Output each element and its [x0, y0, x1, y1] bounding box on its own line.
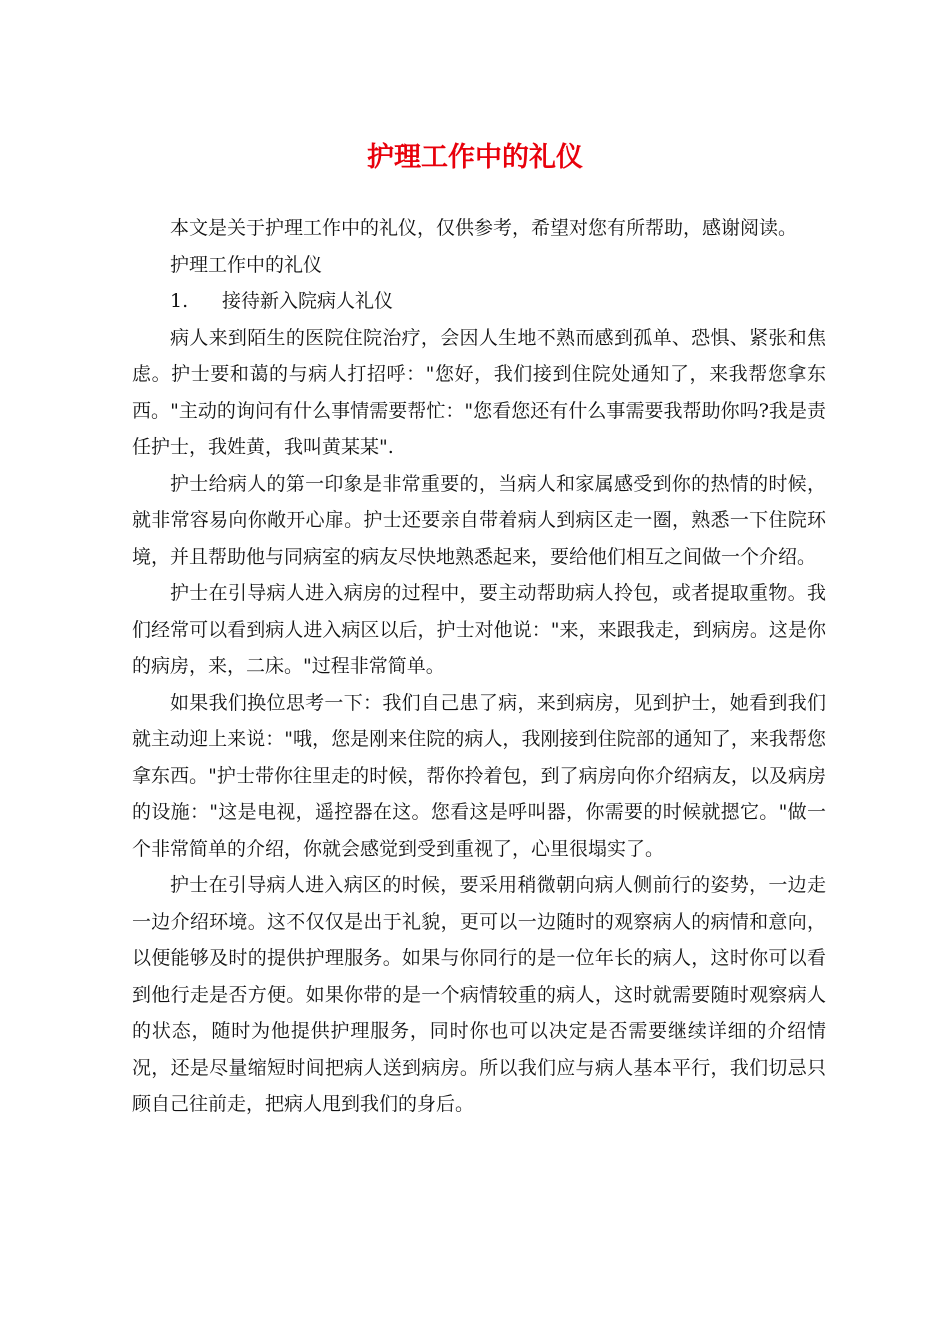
body-paragraph: 护士给病人的第一印象是非常重要的，当病人和家属感受到你的热情的时候，就非常容易向你敞开心扉。护士还要亲自带着病人到病区走一圈，熟悉一下住院环境，并且帮助他与同病室的病友尽快地熟悉起来，要给他们相互之间做一个介绍。 — [132, 472, 826, 568]
document-body — [132, 210, 826, 1123]
body-paragraph: 护士在引导病人进入病房的过程中，要主动帮助病人拎包，或者提取重物。我们经常可以看到病人进入病区以后，护士对他说："来，来跟我走，到病房。这是你的病房，来，二床。"过程非常简单。 — [132, 582, 826, 677]
body-paragraph: 护士在引导病人进入病区的时候，要采用稍微朝向病人侧前行的姿势，一边走一边介绍环境。这不仅仅是出于礼貌，更可以一边随时的观察病人的病情和意向，以便能够及时的提供护理服务。如果与你同行的是一位年长的病人，这时你可以看到他行走是否方便。如果你带的是一个病情较重的病人，这时就需要随时观察病人的状态，随时为他提供护理服务，同时你也可以决定是否需要继续详细的介绍情况，还是尽量缩短时间把病人送到病房。所以我们应与病人基本平行，我们切忌只顾自己往前走，把病人甩到我们的身后。 — [132, 874, 826, 1115]
body-paragraph: 如果我们换位思考一下：我们自己患了病，来到病房，见到护士，她看到我们就主动迎上来说："哦，您是刚来住院的病人，我刚接到住院部的通知了，来我帮您拿东西。"护士带你往里走的时候，帮你拎着包，到了病房向你介绍病友，以及病房的设施："这是电视，遥控器在这。您看这是呼叫器，你需要的时候就摁它。"做一个非常简单的介绍，你就会感觉到受到重视了，心里很塌实了。 — [132, 691, 826, 860]
body-paragraph: 病人来到陌生的医院住院治疗，会因人生地不熟而感到孤单、恐惧、紧张和焦虑。护士要和蔼的与病人打招呼："您好，我们接到住院处通知了，来我帮您拿东西。"主动的询问有什么事情需要帮忙："您看您还有什么事需要我帮助你吗?我是责任护士，我姓黄，我叫黄某某". — [132, 326, 826, 458]
document-title: 护理工作中的礼仪 — [367, 142, 583, 173]
section-heading — [132, 283, 826, 320]
document-subtitle: 护理工作中的礼仪 — [170, 253, 323, 276]
section-heading-text: 接待新入院病人礼仪 — [222, 290, 394, 312]
section-number: 1. — [170, 290, 189, 312]
intro-paragraph: 本文是关于护理工作中的礼仪，仅供参考，希望对您有所帮助，感谢阅读。 — [170, 217, 798, 239]
